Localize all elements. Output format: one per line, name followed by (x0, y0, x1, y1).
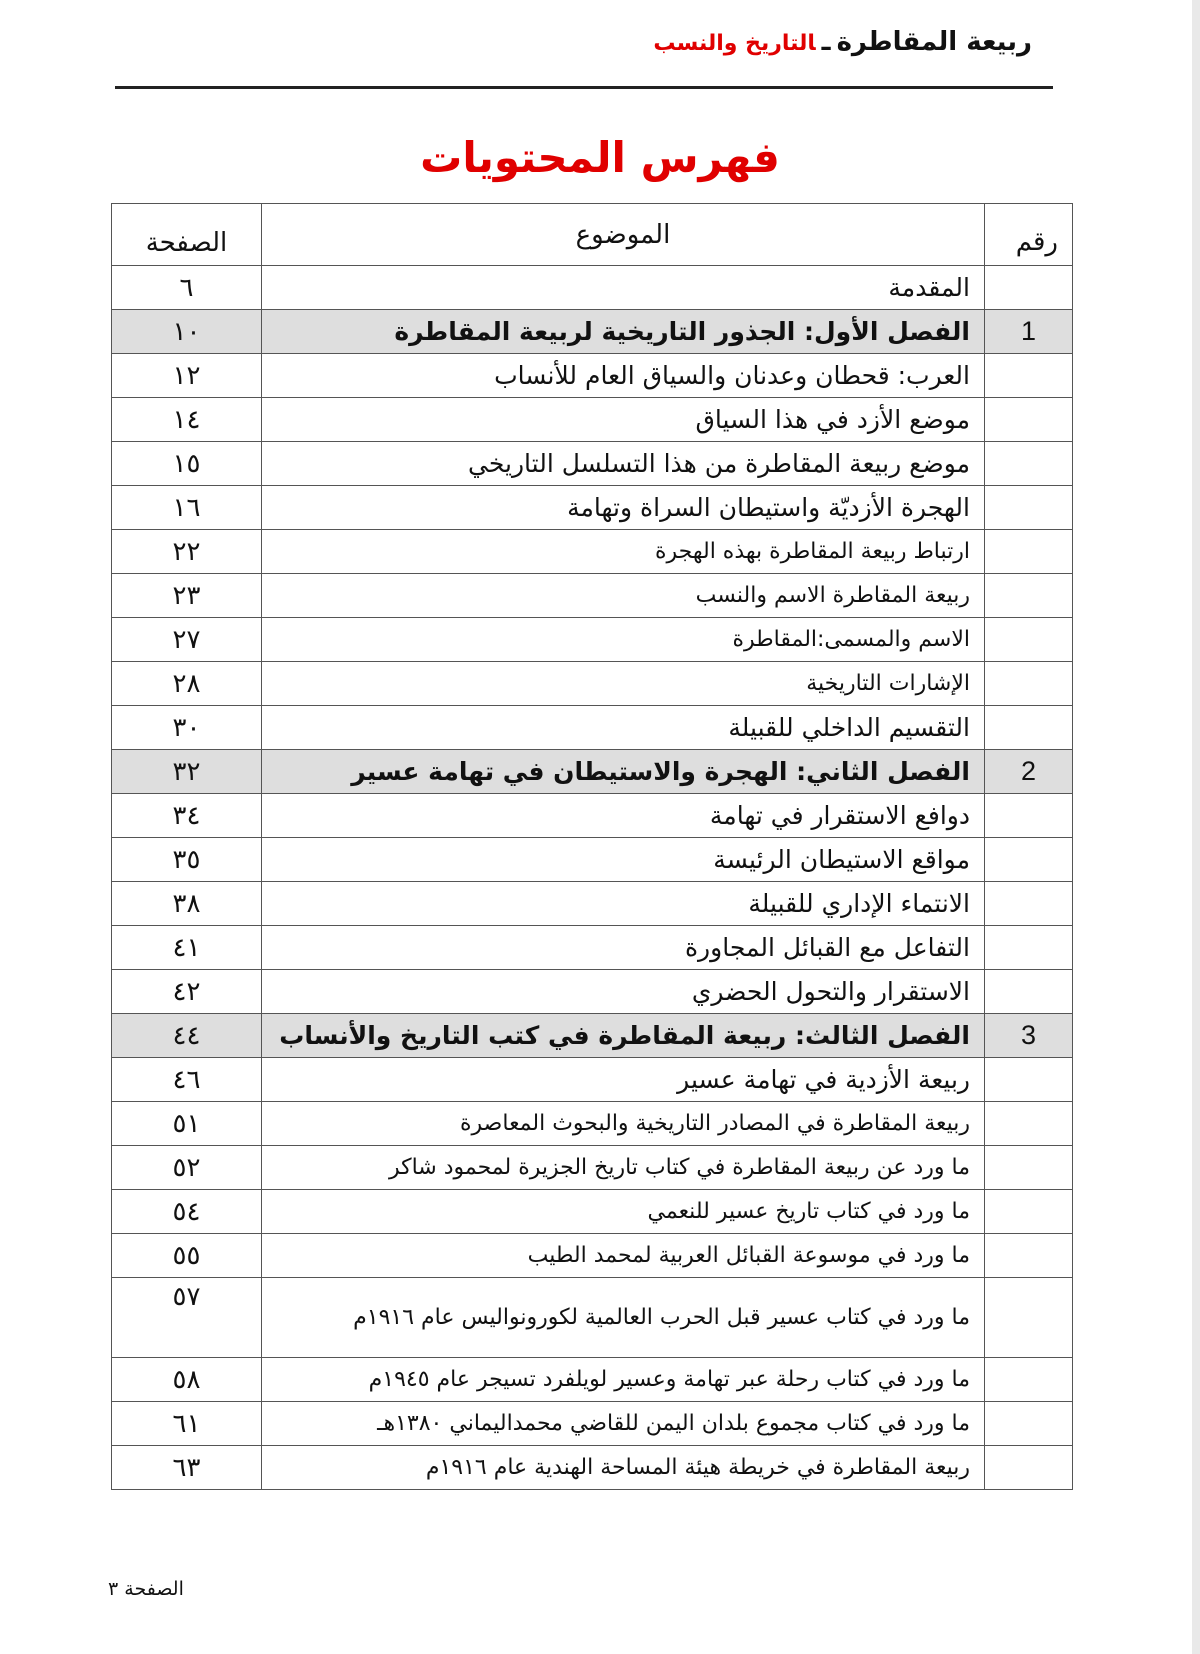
row-number (985, 442, 1073, 486)
row-number: 2 (985, 750, 1073, 794)
topic-title: الاستقرار والتحول الحضري (262, 970, 985, 1014)
page-number: ٥٥ (112, 1234, 262, 1278)
topic-title: مواقع الاستيطان الرئيسة (262, 838, 985, 882)
topic-title: ربيعة الأزدية في تهامة عسير (262, 1058, 985, 1102)
table-row (112, 1234, 1073, 1278)
row-number (985, 838, 1073, 882)
page-number: ٢٧ (112, 618, 262, 662)
row-number (985, 1358, 1073, 1402)
page-number: ٥٨ (112, 1358, 262, 1402)
table-row (112, 618, 1073, 662)
topic-title: التقسيم الداخلي للقبيلة (262, 706, 985, 750)
table-row (112, 1402, 1073, 1446)
table-row (112, 926, 1073, 970)
page-number: ١٠ (112, 310, 262, 354)
topic-title: العرب: قحطان وعدنان والسياق العام للأنساب (262, 354, 985, 398)
row-number (985, 926, 1073, 970)
page-number: ٣٥ (112, 838, 262, 882)
row-number (985, 398, 1073, 442)
row-number: 1 (985, 310, 1073, 354)
page-number: ٤٦ (112, 1058, 262, 1102)
table-row (112, 838, 1073, 882)
page-number: ٣٨ (112, 882, 262, 926)
page-number: ١٢ (112, 354, 262, 398)
table-row (112, 1058, 1073, 1102)
table-body (112, 266, 1073, 1490)
topic-title: الانتماء الإداري للقبيلة (262, 882, 985, 926)
row-number (985, 354, 1073, 398)
page-number-footer: الصفحة ٣ (108, 1578, 184, 1600)
table-row (112, 970, 1073, 1014)
chapter-title: الفصل الثاني: الهجرة والاستيطان في تهامة عسير (262, 750, 985, 794)
topic-title: ارتباط ربيعة المقاطرة بهذه الهجرة (262, 530, 985, 574)
table-row (112, 398, 1073, 442)
topic-title: ربيعة المقاطرة في خريطة هيئة المساحة الهندية عام ١٩١٦م (262, 1446, 985, 1490)
table-row (112, 1146, 1073, 1190)
topic-title: الإشارات التاريخية (262, 662, 985, 706)
table-row (112, 354, 1073, 398)
table-row (112, 662, 1073, 706)
table-row (112, 486, 1073, 530)
topic-title: ما ورد في كتاب رحلة عبر تهامة وعسير لويلفرد تسيجر عام ١٩٤٥م (262, 1358, 985, 1402)
table-row (112, 882, 1073, 926)
chapter-row (112, 1014, 1073, 1058)
page-number: ٤٤ (112, 1014, 262, 1058)
page-number: ٣٤ (112, 794, 262, 838)
page-number: ١٤ (112, 398, 262, 442)
topic-title: ما ورد في كتاب عسير قبل الحرب العالمية لكورونواليس عام ١٩١٦م (262, 1278, 985, 1358)
topic-title: موضع ربيعة المقاطرة من هذا التسلسل التاريخي (262, 442, 985, 486)
page-edge (1192, 0, 1200, 1654)
row-number (985, 530, 1073, 574)
row-number (985, 1190, 1073, 1234)
table-row (112, 1278, 1073, 1358)
header-rule (115, 86, 1053, 89)
topic-title: موضع الأزد في هذا السياق (262, 398, 985, 442)
row-number (985, 1146, 1073, 1190)
header-book-title: ربيعة المقاطرة (836, 27, 1032, 57)
page-number: ٢٨ (112, 662, 262, 706)
topic-title: ما ورد في كتاب تاريخ عسير للنعمي (262, 1190, 985, 1234)
row-number (985, 1234, 1073, 1278)
page-number: ٥٢ (112, 1146, 262, 1190)
topic-title: ما ورد عن ربيعة المقاطرة في كتاب تاريخ الجزيرة لمحمود شاكر (262, 1146, 985, 1190)
chapter-title: الفصل الثالث: ربيعة المقاطرة في كتب التاريخ والأنساب (262, 1014, 985, 1058)
table-row (112, 1358, 1073, 1402)
table-row (112, 442, 1073, 486)
topic-title: دوافع الاستقرار في تهامة (262, 794, 985, 838)
row-number: 3 (985, 1014, 1073, 1058)
row-number (985, 882, 1073, 926)
row-number (985, 706, 1073, 750)
row-number (985, 1402, 1073, 1446)
row-number (985, 970, 1073, 1014)
page-number: ٤٢ (112, 970, 262, 1014)
page-number: ٥٧ (112, 1278, 262, 1358)
column-header-number: رقم (985, 204, 1073, 266)
header-subtitle: التاريخ والنسب (653, 31, 816, 56)
row-number (985, 486, 1073, 530)
page-number: ٦ (112, 266, 262, 310)
page-number: ٢٢ (112, 530, 262, 574)
column-header-page: الصفحة (112, 204, 262, 266)
contents-table (111, 203, 1073, 1490)
page-number: ٥٤ (112, 1190, 262, 1234)
header-separator: ـ (821, 27, 831, 57)
row-number (985, 1446, 1073, 1490)
page-number: ٣٢ (112, 750, 262, 794)
topic-title: الهجرة الأزديّة واستيطان السراة وتهامة (262, 486, 985, 530)
running-header (653, 22, 1032, 64)
topic-title: ما ورد في كتاب مجموع بلدان اليمن للقاضي محمداليماني ١٣٨٠هـ (262, 1402, 985, 1446)
topic-title: التفاعل مع القبائل المجاورة (262, 926, 985, 970)
row-number (985, 662, 1073, 706)
chapter-row (112, 310, 1073, 354)
page-number: ٦١ (112, 1402, 262, 1446)
table-row (112, 1102, 1073, 1146)
page-number: ١٦ (112, 486, 262, 530)
row-number (985, 1278, 1073, 1358)
row-number (985, 794, 1073, 838)
chapter-title: الفصل الأول: الجذور التاريخية لربيعة المقاطرة (262, 310, 985, 354)
row-number (985, 1058, 1073, 1102)
page-number: ٥١ (112, 1102, 262, 1146)
page-number: ١٥ (112, 442, 262, 486)
table-row (112, 266, 1073, 310)
topic-title: ربيعة المقاطرة الاسم والنسب (262, 574, 985, 618)
topic-title: المقدمة (262, 266, 985, 310)
page-number: ٣٠ (112, 706, 262, 750)
table-row (112, 530, 1073, 574)
page-number: ٢٣ (112, 574, 262, 618)
table-header-row (112, 204, 1073, 266)
table-row (112, 1446, 1073, 1490)
row-number (985, 618, 1073, 662)
row-number (985, 266, 1073, 310)
page-number: ٤١ (112, 926, 262, 970)
page-title: فهرس المحتويات (420, 133, 780, 182)
topic-title: الاسم والمسمى:المقاطرة (262, 618, 985, 662)
page-number: ٦٣ (112, 1446, 262, 1490)
table-row (112, 1190, 1073, 1234)
topic-title: ربيعة المقاطرة في المصادر التاريخية والبحوث المعاصرة (262, 1102, 985, 1146)
table-row (112, 794, 1073, 838)
table-row (112, 574, 1073, 618)
row-number (985, 574, 1073, 618)
row-number (985, 1102, 1073, 1146)
column-header-topic: الموضوع (262, 204, 985, 266)
topic-title: ما ورد في موسوعة القبائل العربية لمحمد الطيب (262, 1234, 985, 1278)
chapter-row (112, 750, 1073, 794)
table-row (112, 706, 1073, 750)
